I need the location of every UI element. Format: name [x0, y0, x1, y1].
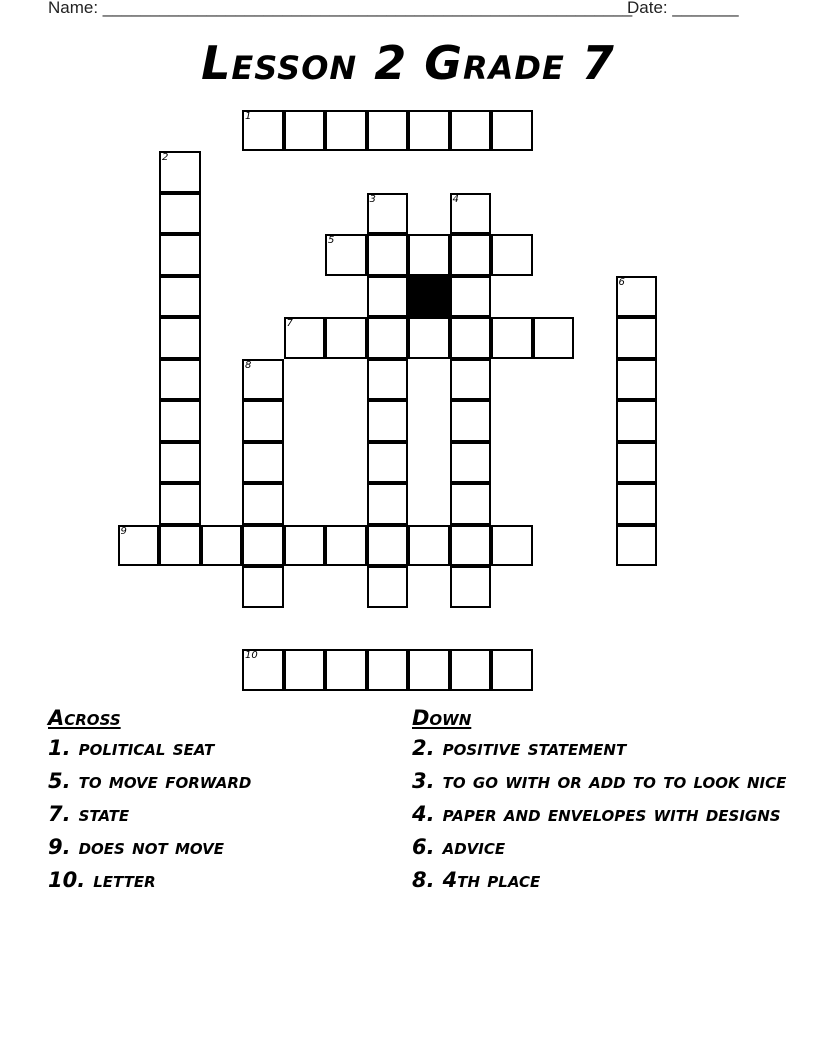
crossword-cell[interactable] — [408, 649, 450, 691]
crossword-cell[interactable] — [242, 442, 284, 484]
down-clue — [412, 768, 792, 794]
crossword-cell[interactable] — [159, 359, 201, 401]
crossword-cell[interactable] — [408, 110, 450, 152]
crossword-cell[interactable] — [616, 317, 658, 359]
clue-text: paper and envelopes with designs — [442, 802, 781, 826]
crossword-cell[interactable] — [491, 525, 533, 567]
clue-number-label: 1 — [245, 110, 252, 122]
down-clues — [412, 702, 792, 900]
crossword-cell[interactable] — [284, 649, 326, 691]
crossword-cell[interactable] — [367, 234, 409, 276]
clue-text: political seat — [78, 736, 215, 760]
crossword-cell[interactable] — [325, 649, 367, 691]
crossword-cell[interactable] — [242, 525, 284, 567]
crossword-cell[interactable] — [616, 483, 658, 525]
crossword-cell[interactable] — [367, 649, 409, 691]
across-clue — [48, 801, 388, 827]
crossword-cell[interactable] — [408, 525, 450, 567]
crossword-cell[interactable] — [242, 483, 284, 525]
crossword-cell[interactable] — [159, 276, 201, 318]
clue-number-label: 5 — [328, 235, 335, 246]
crossword-cell[interactable] — [491, 234, 533, 276]
clue-number-label: 2 — [162, 152, 169, 163]
crossword-cell[interactable] — [367, 276, 409, 318]
crossword-cell[interactable] — [325, 110, 367, 152]
clue-number: 4. — [412, 802, 435, 826]
clue-text: 4th place — [442, 868, 541, 892]
down-clue — [412, 735, 792, 761]
down-clue — [412, 834, 792, 860]
crossword-cell[interactable] — [367, 359, 409, 401]
clue-number-label: 4 — [452, 193, 459, 205]
crossword-cell[interactable] — [325, 525, 367, 567]
crossword-cell[interactable] — [159, 442, 201, 484]
crossword-cell[interactable] — [450, 566, 492, 608]
across-clue — [48, 735, 388, 761]
down-heading: Down — [412, 706, 472, 730]
clue-number: 5. — [48, 769, 71, 793]
crossword-cell[interactable] — [450, 483, 492, 525]
crossword-cell[interactable] — [450, 359, 492, 401]
crossword-cell[interactable] — [616, 359, 658, 401]
crossword-cell[interactable] — [491, 110, 533, 152]
crossword-cell[interactable] — [367, 110, 409, 152]
date-field-label: Date: _______ — [627, 0, 739, 17]
crossword-cell[interactable] — [367, 525, 409, 567]
clue-number: 2. — [412, 736, 435, 760]
name-field-label: Name: ________________________________________________________ — [48, 0, 633, 17]
crossword-cell[interactable] — [159, 234, 201, 276]
down-clue — [412, 801, 792, 827]
clue-text: advice — [442, 835, 506, 859]
clue-number: 3. — [412, 769, 435, 793]
across-clues — [48, 702, 388, 900]
down-clue — [412, 867, 792, 893]
crossword-cell[interactable] — [450, 649, 492, 691]
across-clue — [48, 867, 388, 893]
clue-number-label: 6 — [618, 276, 625, 288]
across-clue — [48, 834, 388, 860]
crossword-cell[interactable] — [533, 317, 575, 359]
clue-number-label: 9 — [120, 525, 127, 537]
across-clue — [48, 768, 388, 794]
clue-text: to move forward — [78, 769, 252, 793]
clue-number: 10. — [48, 868, 86, 892]
crossword-cell[interactable] — [450, 234, 492, 276]
crossword-cell[interactable] — [284, 525, 326, 567]
crossword-black-cell — [408, 276, 450, 318]
crossword-cell[interactable] — [450, 276, 492, 318]
clue-text: does not move — [78, 835, 225, 859]
page-title: Lesson 2 Grade 7 — [201, 36, 615, 90]
crossword-cell[interactable] — [159, 317, 201, 359]
clue-number: 7. — [48, 802, 71, 826]
clue-text: positive statement — [442, 736, 627, 760]
crossword-cell[interactable] — [284, 110, 326, 152]
crossword-cell[interactable] — [367, 566, 409, 608]
crossword-cell[interactable] — [616, 525, 658, 567]
crossword-cell[interactable] — [159, 400, 201, 442]
crossword-cell[interactable] — [367, 442, 409, 484]
clue-text: state — [78, 802, 130, 826]
crossword-cell[interactable] — [159, 193, 201, 235]
crossword-cell[interactable] — [367, 400, 409, 442]
clue-number: 9. — [48, 835, 71, 859]
crossword-cell[interactable] — [450, 442, 492, 484]
crossword-cell[interactable] — [325, 317, 367, 359]
clue-number: 6. — [412, 835, 435, 859]
crossword-cell[interactable] — [159, 525, 201, 567]
clue-number: 8. — [412, 868, 435, 892]
crossword-cell[interactable] — [159, 483, 201, 525]
crossword-cell[interactable] — [242, 400, 284, 442]
crossword-cell[interactable] — [242, 566, 284, 608]
crossword-cell[interactable] — [616, 400, 658, 442]
clue-number-label: 3 — [369, 193, 376, 205]
crossword-cell[interactable] — [450, 400, 492, 442]
down-clue-list — [412, 735, 792, 893]
clue-number-label: 8 — [245, 359, 252, 371]
crossword-cell[interactable] — [367, 483, 409, 525]
crossword-cell[interactable] — [450, 525, 492, 567]
crossword-cell[interactable] — [616, 442, 658, 484]
crossword-cell[interactable] — [491, 317, 533, 359]
crossword-cell[interactable] — [201, 525, 243, 567]
crossword-cell[interactable] — [491, 649, 533, 691]
clue-text: to go with or add to to look nice — [442, 769, 787, 793]
crossword-cell[interactable] — [450, 317, 492, 359]
crossword-cell[interactable] — [408, 317, 450, 359]
across-clue-list — [48, 735, 388, 893]
clue-number-label: 7 — [286, 318, 293, 329]
clue-number: 1. — [48, 736, 71, 760]
clue-number-label: 10 — [245, 650, 258, 661]
crossword-cell[interactable] — [367, 317, 409, 359]
crossword-cell[interactable] — [408, 234, 450, 276]
crossword-cell[interactable] — [450, 110, 492, 152]
clue-text: letter — [93, 868, 156, 892]
across-heading: Across — [48, 706, 121, 730]
